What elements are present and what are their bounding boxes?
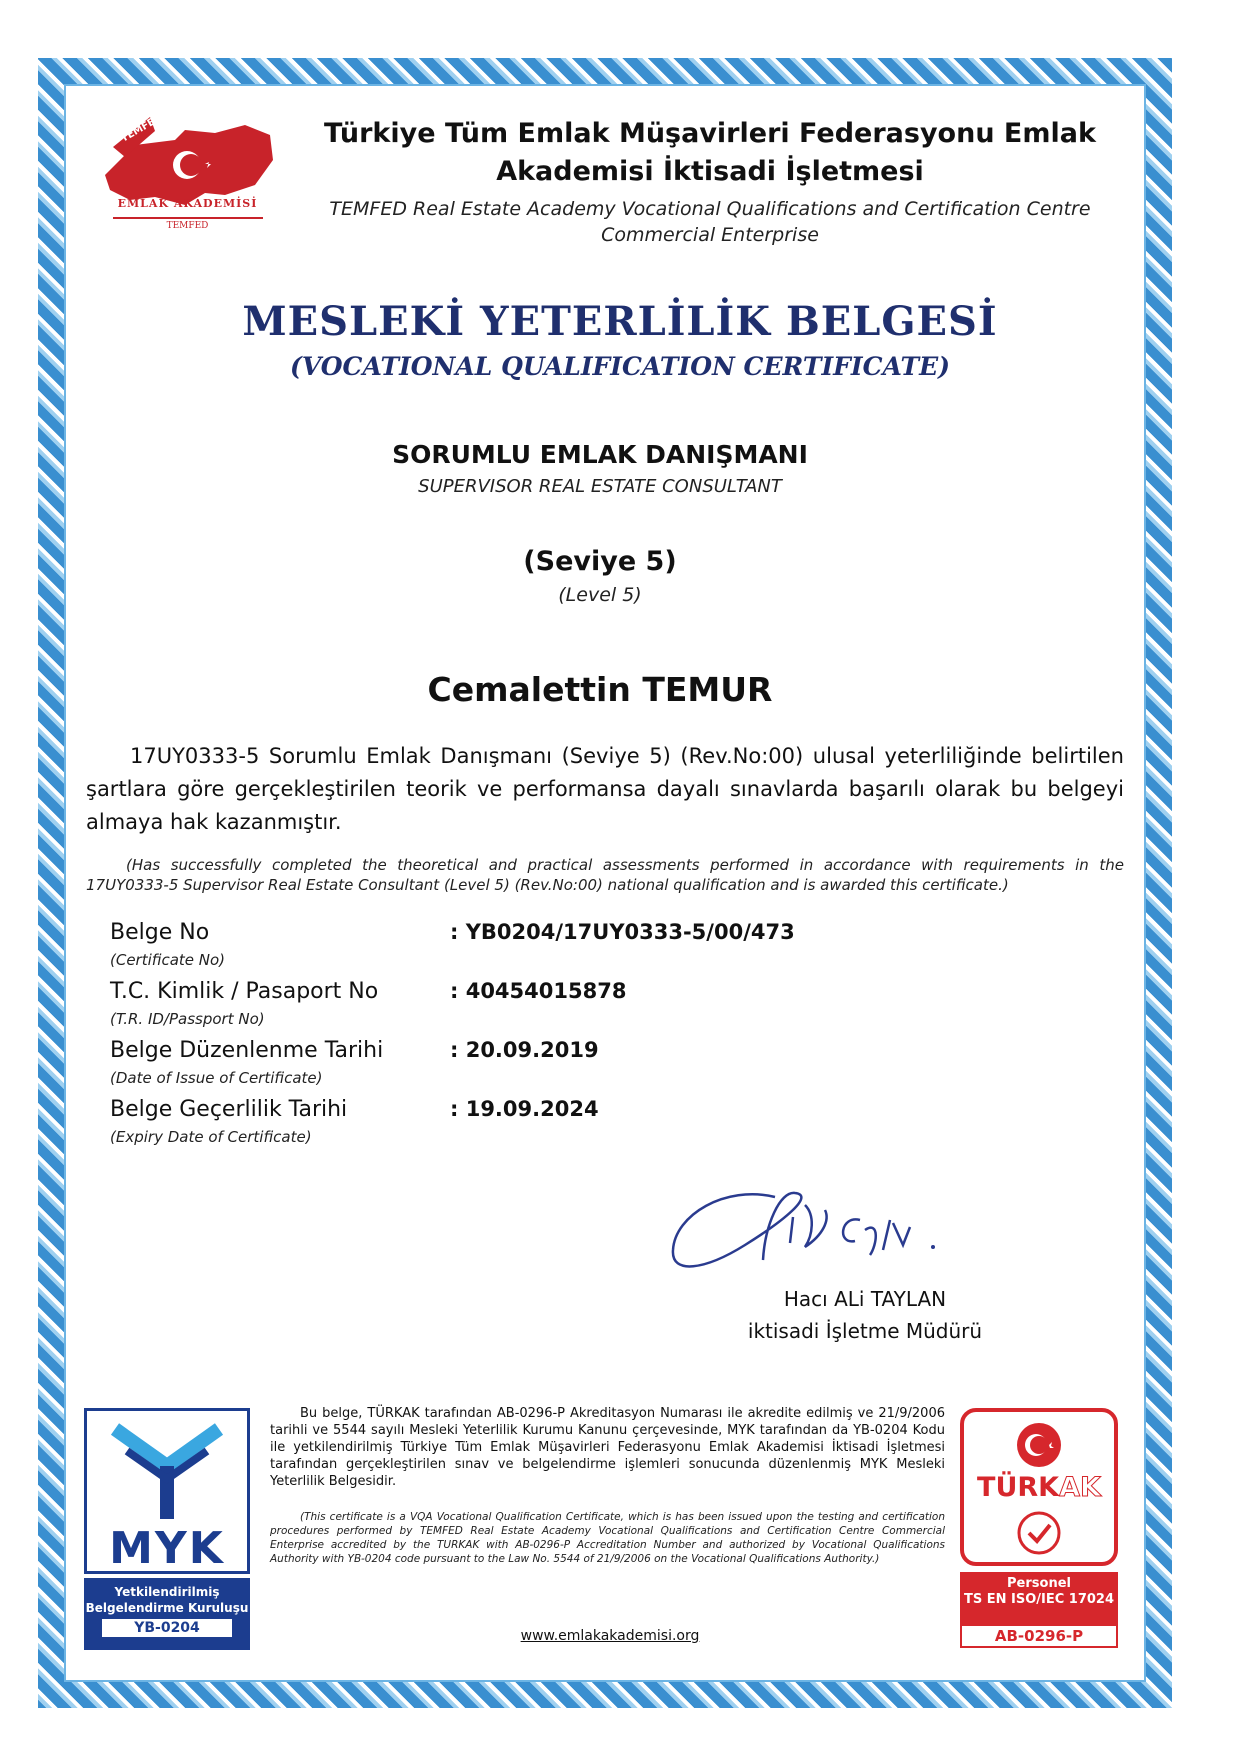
field-label: T.C. Kimlik / Pasaport No xyxy=(110,979,379,1004)
crescent-star-icon xyxy=(1016,1422,1062,1468)
organization-name-en xyxy=(310,196,1110,248)
field-value: : YB0204/17UY0333-5/00/473 xyxy=(450,920,795,944)
field-id-no xyxy=(110,979,1010,1038)
turkak-band-line1: Personel xyxy=(1007,1576,1071,1591)
qualification-title: SORUMLU EMLAK DANIŞMANI xyxy=(392,440,808,469)
field-sublabel: (Date of Issue of Certificate) xyxy=(110,1069,323,1087)
field-sublabel: (Expiry Date of Certificate) xyxy=(110,1128,312,1146)
org-en-line1: TEMFED Real Estate Academy Vocational Qualifications and Certification Centre xyxy=(329,198,1091,220)
field-label: Belge No xyxy=(110,920,210,945)
turkak-word xyxy=(964,1472,1114,1503)
org-tr-line2: Akademisi İktisadi İşletmesi xyxy=(496,156,924,187)
turkak-word-ak: AK xyxy=(1059,1472,1101,1503)
field-value: : 19.09.2024 xyxy=(450,1097,599,1121)
turkak-band xyxy=(960,1572,1118,1624)
signatory-name: Hacı ALi TAYLAN xyxy=(783,1287,947,1311)
myk-logo xyxy=(84,1408,250,1650)
body-text-en: (Has successfully completed the theoretical and practical assessments performed in accordance with requirements in the 17UY0333-5 Supervisor Real Estate Consultant (Level 5) (Rev.No:00) national qualification and is awarded this certificate.) xyxy=(86,856,1124,894)
field-certificate-no xyxy=(110,920,1010,979)
field-label: Belge Düzenlenme Tarihi xyxy=(110,1038,384,1063)
turkak-emblem xyxy=(960,1408,1118,1566)
turkak-logo xyxy=(960,1408,1118,1650)
turkak-word-turk: TÜRK xyxy=(977,1472,1060,1503)
turkak-code: AB-0296-P xyxy=(960,1624,1118,1648)
temfed-logo xyxy=(95,105,280,255)
logo-top-text: TEMFED xyxy=(119,112,165,145)
field-value: : 40454015878 xyxy=(450,979,627,1003)
level-en: (Level 5) xyxy=(558,584,642,606)
turkak-band-line2: TS EN ISO/IEC 17024 xyxy=(963,1592,1115,1607)
myk-band-line1: Yetkilendirilmiş xyxy=(114,1585,220,1599)
footer-text-en: (This certificate is a VQA Vocational Qualification Certificate, which is has been issued upon the testing and certification procedures performed by TEMFED Real Estate Academy Vocational Qualifications and Certification Centre Commercial Enterprise accredited by the TURKAK with AB-0296-P Accreditation Number and authorized by Vocational Qualifications Authority with YB-0204 code pursuant to the Law No. 5544 of 21/9/2006 on the Vocational Qualifications Authority.) xyxy=(270,1511,945,1565)
turkey-map-icon xyxy=(95,105,280,255)
logo-sub-text: TEMFED xyxy=(166,221,209,231)
qualification-title-en: SUPERVISOR REAL ESTATE CONSULTANT xyxy=(418,476,782,497)
myk-y-icon xyxy=(87,1411,247,1521)
signatory xyxy=(700,1283,1030,1347)
website-link[interactable]: www.emlakakademisi.org xyxy=(520,1628,700,1644)
signatory-title: iktisadi İşletme Müdürü xyxy=(747,1319,983,1343)
field-label: Belge Geçerlilik Tarihi xyxy=(110,1097,348,1122)
myk-band xyxy=(84,1578,250,1650)
field-sublabel: (Certificate No) xyxy=(110,951,226,969)
checkmark-icon xyxy=(1016,1510,1062,1556)
certificate-fields xyxy=(110,920,1010,1156)
certificate-subtitle: (VOCATIONAL QUALIFICATION CERTIFICATE) xyxy=(289,352,951,381)
myk-code: YB-0204 xyxy=(102,1619,232,1637)
signature xyxy=(665,1175,1025,1290)
myk-emblem xyxy=(84,1408,250,1574)
org-tr-line1: Türkiye Tüm Emlak Müşavirleri Federasyonu Emlak xyxy=(324,118,1096,149)
myk-logo-text: MYK xyxy=(109,1523,225,1574)
org-en-line2: Commercial Enterprise xyxy=(601,224,819,246)
field-issue-date xyxy=(110,1038,1010,1097)
footer-text-tr: Bu belge, TÜRKAK tarafından AB-0296-P Akreditasyon Numarası ile akredite edilmiş ve 21/9/2006 tarihli ve 5544 sayılı Mesleki Yeterlilik Kurumu Kanunu çerçevesinde, MYK tarafından da YB-0204 Kodu ile yetkilendirilmiş Türkiye Tüm Emlak Müşavirleri Federasyonu Emlak Akademisi İktisadi İşletmesi tarafından gerçekleştirilen sınav ve belgelendirme işlemleri sonucunda düzenlenmiş MYK Mesleki Yeterlilik Belgesidir. xyxy=(270,1406,945,1489)
logo-bottom-text: EMLAK AKADEMİSİ xyxy=(117,197,258,210)
field-value: : 20.09.2019 xyxy=(450,1038,599,1062)
certificate-title: MESLEKİ YETERLİLİK BELGESİ xyxy=(242,298,998,345)
field-sublabel: (T.R. ID/Passport No) xyxy=(110,1010,265,1028)
level: (Seviye 5) xyxy=(523,546,677,577)
field-expiry-date xyxy=(110,1097,1010,1156)
holder-name: Cemalettin TEMUR xyxy=(427,670,773,709)
organization-name-tr xyxy=(310,115,1110,191)
body-text-tr: 17UY0333-5 Sorumlu Emlak Danışmanı (Seviye 5) (Rev.No:00) ulusal yeterliliğinde belirtilen şartlara göre gerçekleştirilen teorik ve performansa dayalı sınavlarda başarılı olarak bu belgeyi almaya hak kazanmıştır. xyxy=(86,744,1124,834)
myk-band-line2: Belgelendirme Kuruluşu xyxy=(85,1601,249,1615)
